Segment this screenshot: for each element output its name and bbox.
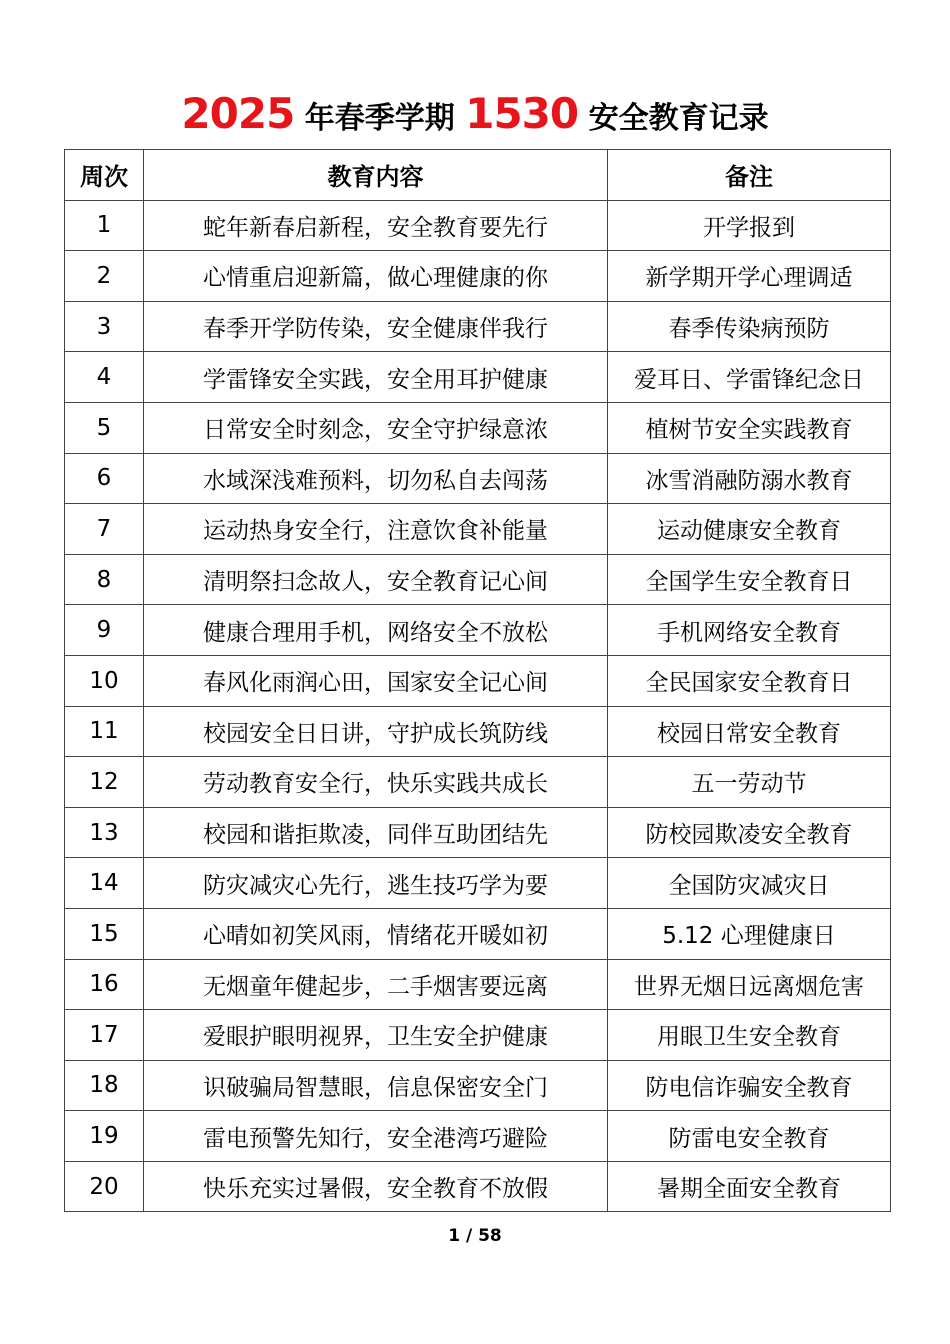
cell-note: 暑期全面安全教育 — [608, 1161, 891, 1212]
cell-content: 快乐充实过暑假，安全教育不放假 — [144, 1161, 608, 1212]
cell-note: 全民国家安全教育日 — [608, 655, 891, 706]
cell-note: 五一劳动节 — [608, 757, 891, 808]
cell-week: 14 — [65, 858, 144, 909]
cell-note: 防校园欺凌安全教育 — [608, 807, 891, 858]
cell-content: 心晴如初笑风雨，情绪花开暖如初 — [144, 908, 608, 959]
cell-content: 防灾减灾心先行，逃生技巧学为要 — [144, 858, 608, 909]
cell-note: 爱耳日、学雷锋纪念日 — [608, 352, 891, 403]
table-row — [65, 504, 891, 555]
page-title — [0, 84, 950, 144]
table-row — [65, 807, 891, 858]
title-code: 1530 — [465, 89, 579, 138]
table-row — [65, 858, 891, 909]
table-row — [65, 251, 891, 302]
table-row — [65, 402, 891, 453]
cell-week: 3 — [65, 301, 144, 352]
header-week: 周次 — [65, 150, 144, 201]
cell-content: 春季开学防传染，安全健康伴我行 — [144, 301, 608, 352]
cell-content: 蛇年新春启新程，安全教育要先行 — [144, 200, 608, 251]
cell-note: 用眼卫生安全教育 — [608, 1010, 891, 1061]
cell-note: 手机网络安全教育 — [608, 605, 891, 656]
cell-week: 1 — [65, 200, 144, 251]
cell-week: 17 — [65, 1010, 144, 1061]
cell-note: 5.12 心理健康日 — [608, 908, 891, 959]
table-row — [65, 706, 891, 757]
cell-week: 20 — [65, 1161, 144, 1212]
cell-note: 校园日常安全教育 — [608, 706, 891, 757]
table-row — [65, 1161, 891, 1212]
cell-note: 开学报到 — [608, 200, 891, 251]
cell-week: 16 — [65, 959, 144, 1010]
table-row — [65, 605, 891, 656]
table-row — [65, 453, 891, 504]
cell-content: 运动热身安全行，注意饮食补能量 — [144, 504, 608, 555]
table-row — [65, 200, 891, 251]
cell-content: 心情重启迎新篇，做心理健康的你 — [144, 251, 608, 302]
cell-note: 世界无烟日远离烟危害 — [608, 959, 891, 1010]
cell-content: 无烟童年健起步，二手烟害要远离 — [144, 959, 608, 1010]
cell-week: 2 — [65, 251, 144, 302]
cell-week: 15 — [65, 908, 144, 959]
table-body — [65, 200, 891, 1212]
cell-week: 13 — [65, 807, 144, 858]
table-row — [65, 959, 891, 1010]
table-header-row — [65, 150, 891, 201]
cell-week: 8 — [65, 554, 144, 605]
title-year: 2025 — [181, 89, 295, 138]
cell-note: 全国防灾减灾日 — [608, 858, 891, 909]
cell-week: 5 — [65, 402, 144, 453]
cell-content: 日常安全时刻念，安全守护绿意浓 — [144, 402, 608, 453]
cell-content: 识破骗局智慧眼，信息保密安全门 — [144, 1060, 608, 1111]
title-text-2: 安全教育记录 — [578, 101, 769, 136]
title-text-1: 年春季学期 — [294, 101, 466, 136]
cell-week: 4 — [65, 352, 144, 403]
cell-note: 植树节安全实践教育 — [608, 402, 891, 453]
cell-week: 6 — [65, 453, 144, 504]
cell-week: 12 — [65, 757, 144, 808]
cell-content: 校园安全日日讲，守护成长筑防线 — [144, 706, 608, 757]
table-row — [65, 1060, 891, 1111]
cell-note: 运动健康安全教育 — [608, 504, 891, 555]
cell-note: 全国学生安全教育日 — [608, 554, 891, 605]
table-row — [65, 908, 891, 959]
cell-week: 9 — [65, 605, 144, 656]
table-row — [65, 352, 891, 403]
safety-education-table — [64, 149, 891, 1212]
page-number: 1 / 58 — [448, 1226, 502, 1246]
table-row — [65, 655, 891, 706]
cell-week: 19 — [65, 1111, 144, 1162]
table-row — [65, 301, 891, 352]
cell-note: 防雷电安全教育 — [608, 1111, 891, 1162]
cell-note: 防电信诈骗安全教育 — [608, 1060, 891, 1111]
cell-note: 新学期开学心理调适 — [608, 251, 891, 302]
cell-content: 爱眼护眼明视界，卫生安全护健康 — [144, 1010, 608, 1061]
header-content: 教育内容 — [144, 150, 608, 201]
table-row — [65, 757, 891, 808]
cell-content: 春风化雨润心田，国家安全记心间 — [144, 655, 608, 706]
cell-content: 水域深浅难预料，切勿私自去闯荡 — [144, 453, 608, 504]
header-note: 备注 — [608, 150, 891, 201]
table-row — [65, 1010, 891, 1061]
cell-content: 健康合理用手机，网络安全不放松 — [144, 605, 608, 656]
table-row — [65, 554, 891, 605]
cell-week: 10 — [65, 655, 144, 706]
cell-content: 清明祭扫念故人，安全教育记心间 — [144, 554, 608, 605]
table-row — [65, 1111, 891, 1162]
cell-content: 学雷锋安全实践，安全用耳护健康 — [144, 352, 608, 403]
cell-content: 校园和谐拒欺凌，同伴互助团结先 — [144, 807, 608, 858]
cell-week: 18 — [65, 1060, 144, 1111]
cell-week: 7 — [65, 504, 144, 555]
cell-week: 11 — [65, 706, 144, 757]
cell-content: 劳动教育安全行，快乐实践共成长 — [144, 757, 608, 808]
cell-note: 冰雪消融防溺水教育 — [608, 453, 891, 504]
cell-content: 雷电预警先知行，安全港湾巧避险 — [144, 1111, 608, 1162]
cell-note: 春季传染病预防 — [608, 301, 891, 352]
